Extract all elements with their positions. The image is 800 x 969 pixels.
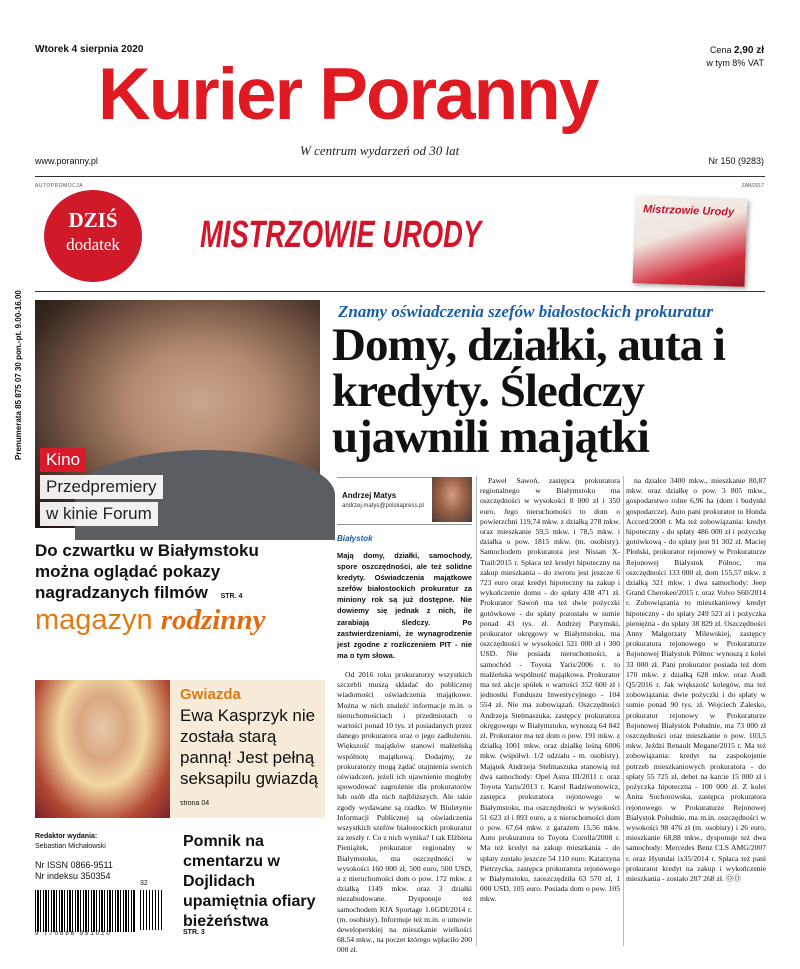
- story-col3-text: na działce 3400 mkw., mieszkanie 80,87 mkw. oraz działkę o pow. 3 805 mkw., gospodarstwo rolne 6,96 ha (dom i budynki gospodarcze). Auto pani prokurator to Honda Accord/2008 r. Ma też zobowiązania: kredyt hipoteczny - do spłaty 486 000 zł i pożyczkę gotówkową - do spłaty jest 91 302 zł. Maciej Płoński, prokurator rejonowy w Prokuraturze Rejonowej Białystok Północ, ma oszczędności 133 000 zł, dom 155,57 mkw. z działką 321 mkw. i dwa samochody: Jeep Grand Cherokee/2015 r. oraz Volvo S60/2014 r. Zobowiązania to mieszkaniowy kredyt hipoteczny - do spłaty 249 523 zł i pożyczka pieniężna - do spłaty 38 829 zł. Oszczędności Anny Małgorzaty Milewskiej, zastępcy prokuratora rejonowego w Prokuraturze Rejonowej Białystok Północ wynoszą z kolei 33 000 zł. Pani prokurator posiada też dom 170 mkw. z działką 628 mkw. oraz Audi Q5/2016 r. Jak większość kolegów, ma też zobowiązania: dwie pożyczki i do spłaty w sumie ponad 90 tys. zł. Wojciech Zalesko, prokurator rejonowy w Prokuraturze Rejonowej Białystok Południe, ma 73 000 zł oszczędności oraz mieszkanie o pow. 103,5 mkw. Jeździ Renault Megane/2015 r. Ma też zobowiązania: kredyt na zaspokojenie potrzeb mieszkaniowych prokuratora - do spłaty 55 725 zł, debet na karcie 15 000 zł i pożyczka hipoteczna - 100 000 zł. Z kolei Anita Suchorowska, zastępca prokuratora rejonowego w Prokuraturze Rejonowej Białystok Południe, ma m.in. oszczędności w wysokości 98 476 zł (m. osobisty) i 26 euro, mieszkanie 68,88 mkw., dysponuje też dwa samochody: Mercedes Benz CLS AMG/2007 r. oraz Hyundai ix35/2014 r. Spłaca też pani prokurator kredyt na zakup i wykończenie mieszkania - zostało 287 268 zł. ⓄⓄ: [626, 476, 766, 883]
- promo-title[interactable]: MISTRZOWIE URODY: [200, 214, 482, 256]
- supplement-cover[interactable]: [632, 195, 747, 287]
- issn-number: Nr ISSN 0866-9511: [35, 860, 113, 870]
- author-email[interactable]: andrzej.matys@polskapress.pl: [342, 503, 424, 509]
- magazyn-teaser-text: Ewa Kasprzyk nie została starą panną! Jest pełną seksapilu gwiazdą: [180, 706, 318, 788]
- section-label: Białystok: [337, 534, 373, 543]
- kino-headline-text: Do czwartku w Białymstoku można oglądać pokazy nagradzanych filmów: [35, 541, 259, 602]
- kino-line-2: w kinie Forum: [40, 502, 158, 526]
- masthead-divider: [35, 176, 765, 177]
- supplement-cover-title: Mistrzowie Urody: [642, 203, 735, 219]
- dodatek-label: dodatek: [66, 235, 120, 254]
- masthead-slogan: W centrum wydarzeń od 30 lat: [300, 143, 460, 158]
- magazyn-teaser[interactable]: [180, 705, 325, 814]
- issn-info: [35, 860, 113, 882]
- price-label: Cena: [709, 45, 732, 55]
- kino-line-1: Przedpremiery: [40, 475, 163, 499]
- author-photo: [432, 477, 472, 522]
- column-divider: [476, 476, 477, 946]
- editor-label: Redaktor wydania:: [35, 833, 98, 840]
- pomnik-headline[interactable]: Pomnik na cmentarzu w Dojlidach upamiętnia ofiary bieżeństwa: [183, 833, 316, 930]
- kino-headline[interactable]: [35, 540, 315, 607]
- promo-divider: [35, 291, 765, 292]
- barcode-number: 9 770866 951020: [35, 931, 112, 937]
- promo-code: ZAB/2017: [741, 183, 764, 189]
- magazyn-title-2: rodzinny: [160, 604, 266, 636]
- issue-number: Nr 150 (9283): [708, 156, 764, 166]
- editor-info: [35, 832, 106, 852]
- autopromo-label: AUTOPROMOCJA: [35, 183, 84, 189]
- vat-note: w tym 8% VAT: [706, 58, 764, 68]
- subscription-text: Prenumerata 85 875 07 30 pon.-pt. 9.00-16.00: [14, 290, 23, 460]
- story-lead: Mają domy, działki, samochody, spore oszczędności, ale też solidne kredyty. Oświadczenia majątkowe szefów białostockich prokuratur za miniony rok są już dostępne. Nie dowiemy się jednak z nich, ile zarabiają śledczy. Po zastwierdzeniami, że wynagrodzenie jest zgodne z rozliczeniem PIT - nie ma o tym słowa.: [337, 551, 472, 660]
- dzis-dodatek-badge: [44, 190, 142, 282]
- author-name: Andrzej Matys: [342, 491, 397, 500]
- magazyn-title[interactable]: [35, 604, 266, 637]
- kino-tag: Kino: [40, 448, 86, 472]
- kino-teaser[interactable]: [40, 448, 163, 529]
- website-link[interactable]: www.poranny.pl: [35, 156, 98, 166]
- gwiazda-kicker: Gwiazda: [180, 686, 241, 703]
- kino-page-ref: STR. 4: [220, 593, 243, 600]
- magazyn-title-1: magazyn: [35, 604, 153, 636]
- subscription-info: [14, 290, 26, 460]
- masthead-logo[interactable]: Kurier Poranny: [98, 54, 598, 135]
- story-col2-text: Paweł Sawoń, zastępca prokuratora regionalnego w Białymstoku ma oszczędności w wysokości 8 000 zł i 350 euro. Jego nieruchomości to dom o powierzchni 119,74 mkw. z działką 278 mkw. oraz mieszkanie 59,5 mkw. i 78,5 mkw. i działka o pow. 1815 mkw. (m. osobisty). Samochodem prokuratora jest Nissan X-Trail/2015 r. Spłaca też kredyt hipoteczny na zakup mieszkania - do zwrotu jest jeszcze 6 723 euro oraz kredyt hipoteczny na zakup i wykończenie domu - do spłaty 438 471 zł. Prokurator Sawoń ma też dwie pożyczki gotówkowe - do spłaty pozostało w sumie ponad 43 tys. zł. Andrzej Purymski, prokurator okręgowy w Białymstoku, ma oszczędności w wysokości 521 000 zł i 300 USD. Nie posiada nieruchomości, a samochód - Toyota Yaris/2006 r. to małżeńska wspólność majątkowa. Prokurator ma też akcje spółek o wartości 352 600 zł i jednostki Funduszu Inwestycyjnego - 104 554 zł. Nie ma zobowiązań. Oszczędności Andrzeja Stelmaszuka, zastępcy prokuratora okręgowego w Białymstoku, wynoszą 64 842 zł. Prokurator ma też dom o pow. 191 mkw. z działką 1001 mkw. oraz działkę leśną 6006 mkw. (współwł. 1/2 udziału - m. osobisty). Majątek Andrzeja Stelmaszuka stanowią też dwa samochody: Opel Astra III/2011 r. oraz Toyota Yaris/2013 r. Karol Radziwonowicz, zastępca prokuratora rejonowego w Białymstoku, ma oszczędności w wysokości 51 623 zł i 893 euro, a z nieruchomości dom o pow. 67,64 mkw. z garażem 15,56 mkw. Auto prokuratora to Toyota Corolla/2008 r. Ma też kredyt na zakup mieszkania - do spłaty zostało jeszcze 54 110 euro. Katarzyna Pietrzycka, zastępca prokuratora rejonowego w Białymstoku, zaoszczędziła 63 570 zł, 1 000 USD, 105 euro. Posiada dom o pow. 105 mkw.: [480, 476, 620, 904]
- editor-name: Sebastian Michałowski: [35, 843, 106, 850]
- story-col1-text: Od 2016 roku prokuratorzy wszystkich szczebli muszą składać do publicznej wiadomości oświadczenia majątkowe. Można w nich znaleźć informacje m.in. o nieruchomościach i przedmiotach o wartości ponad 10 tys. zł posiadanych przez danego prokuratora oraz o jego zadłużeniu. Większość majątków stanowi małżeńską wspólnotę majątkową. Dodajmy, że prokuratorzy mogą żądać utajnienia swoich oświadczeń, jeżeli ich ujawnienie mogłoby spowodować zagrożenie dla prokuratorów lub osób dla nich najbliższych. Ale takie zgody wydawane są rzadko. W Biuletynie Informacji Publicznej są oświadczenia wszystkich szefów białostockich prokuratur za zeszły r. Co z nich wynika? I tak Elżbieta Pieniążek, prokurator regionalny w Białymstoku, ma oszczędności w wysokości 160 000 zł, 500 euro, 500 USD, a z nieruchomości dom o pow. 172 mkw. z działką 1149 mkw. oraz 3 działki niezabudowane. Dysponuje też samochodem KIA Sportage 1.6GDI/2014 r. (m. osobisty). Informuje też m.in. o umowie deweloperskiej na mieszkanie wielkości 68,54 mkw., na poczet którego wpłaciło 200 000 zł.: [337, 670, 472, 955]
- price-box: [706, 44, 764, 69]
- story-column-2: [480, 476, 620, 946]
- addon-number: 32: [140, 880, 148, 887]
- story-column-1: [337, 670, 472, 955]
- column-divider: [623, 476, 624, 946]
- barcode: [35, 890, 135, 932]
- ewa-kasprzyk-photo[interactable]: [35, 680, 170, 818]
- index-number: Nr indeksu 350354: [35, 871, 111, 881]
- price-value: 2,90 zł: [733, 45, 764, 56]
- barcode-addon: [140, 890, 162, 930]
- story-headline[interactable]: Domy, działki, auta i kredyty. Śledczy ujawnili majątki: [332, 319, 725, 463]
- story-kicker: Znamy oświadczenia szefów białostockich prokuratur: [338, 302, 713, 321]
- dzis-label: DZIŚ: [68, 208, 118, 232]
- pomnik-page-ref: STR. 3: [183, 929, 205, 936]
- story-column-3: [626, 476, 766, 946]
- issue-date: Wtorek 4 sierpnia 2020: [35, 44, 144, 55]
- magazyn-page-ref: strona 04: [180, 800, 210, 807]
